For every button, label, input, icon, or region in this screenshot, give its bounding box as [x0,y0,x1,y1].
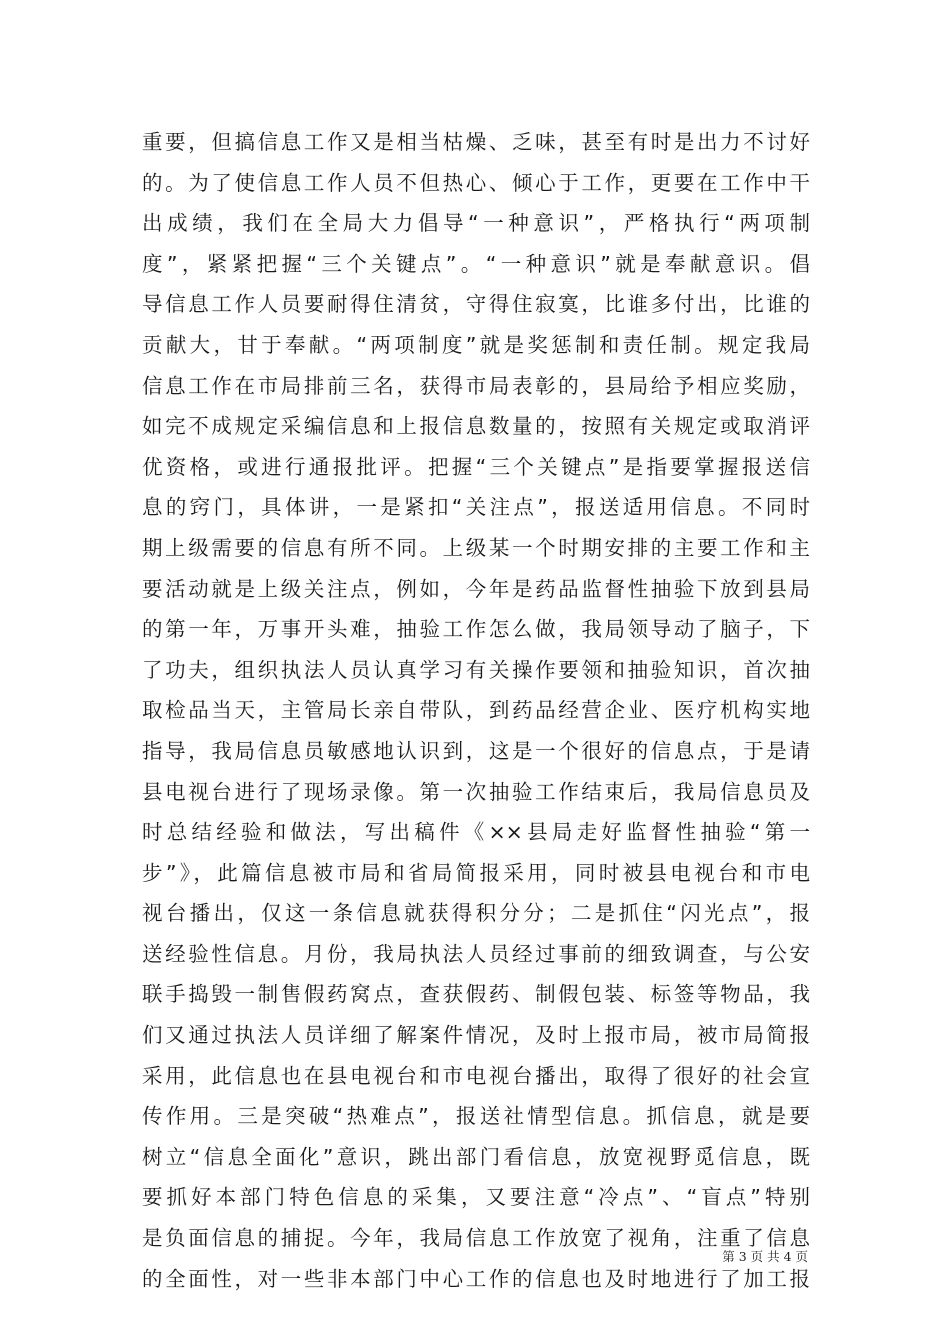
text-line: 度”，紧紧把握“三个关键点”。“一种意识”就是奉献意识。倡 [142,251,810,276]
text-line: 贡献大，甘于奉献。“两项制度”就是奖惩制和责任制。规定我局 [142,332,810,357]
text-line: 要活动就是上级关注点，例如，今年是药品监督性抽验下放到县局 [142,576,810,601]
text-line: 信息工作在市局排前三名，获得市局表彰的，县局给予相应奖励， [142,373,810,398]
text-line: 取检品当天，主管局长亲自带队，到药品经营企业、医疗机构实地 [142,698,810,723]
text-line: 联手捣毁一制售假药窝点，查获假药、制假包装、标签等物品，我 [142,982,810,1007]
text-line: 传作用。三是突破“热难点”，报送社情型信息。抓信息，就是要 [142,1104,810,1129]
text-line: 要抓好本部门特色信息的采集，又要注意“冷点”、“盲点”特别 [142,1185,810,1210]
text-line: 的全面性，对一些非本部门中心工作的信息也及时地进行了加工报 [142,1266,810,1291]
text-line: 送经验性信息。月份，我局执法人员经过事前的细致调查，与公安 [142,941,810,966]
page-number-footer: 第 3 页 共 4 页 [722,1249,808,1264]
text-line: 的。为了使信息工作人员不但热心、倾心于工作，更要在工作中干 [142,170,810,195]
text-line: 如完不成规定采编信息和上报信息数量的，按照有关规定或取消评 [142,414,810,439]
text-line: 重要，但搞信息工作又是相当枯燥、乏味，甚至有时是出力不讨好 [142,130,810,154]
text-line: 期上级需要的信息有所不同。上级某一个时期安排的主要工作和主 [142,535,810,560]
text-line: 优资格，或进行通报批评。把握“三个关键点”是指要掌握报送信 [142,454,810,479]
text-line: 步”》，此篇信息被市局和省局简报采用，同时被县电视台和市电 [142,860,810,885]
body-paragraph [142,122,810,1299]
text-line: 时总结经验和做法，写出稿件《××县局走好监督性抽验“第一 [142,820,810,845]
text-line: 们又通过执法人员详细了解案件情况，及时上报市局，被市局简报 [142,1023,810,1048]
text-line: 出成绩，我们在全局大力倡导“一种意识”，严格执行“两项制 [142,211,810,236]
text-line: 息的窍门，具体讲，一是紧扣“关注点”，报送适用信息。不同时 [142,495,810,520]
text-line: 是负面信息的捕捉。今年，我局信息工作放宽了视角，注重了信息 [142,1226,810,1251]
text-line: 导信息工作人员要耐得住清贫，守得住寂寞，比谁多付出，比谁的 [142,292,810,317]
text-line: 指导，我局信息员敏感地认识到，这是一个很好的信息点，于是请 [142,738,810,763]
text-line: 的第一年，万事开头难，抽验工作怎么做，我局领导动了脑子，下 [142,617,810,642]
text-line: 了功夫，组织执法人员认真学习有关操作要领和抽验知识，首次抽 [142,657,810,682]
text-line: 树立“信息全面化”意识，跳出部门看信息，放宽视野觅信息，既 [142,1144,810,1169]
text-line: 县电视台进行了现场录像。第一次抽验工作结束后，我局信息员及 [142,779,810,804]
text-line: 视台播出，仅这一条信息就获得积分分；二是抓住“闪光点”，报 [142,901,810,926]
text-line: 采用，此信息也在县电视台和市电视台播出，取得了很好的社会宣 [142,1063,810,1088]
